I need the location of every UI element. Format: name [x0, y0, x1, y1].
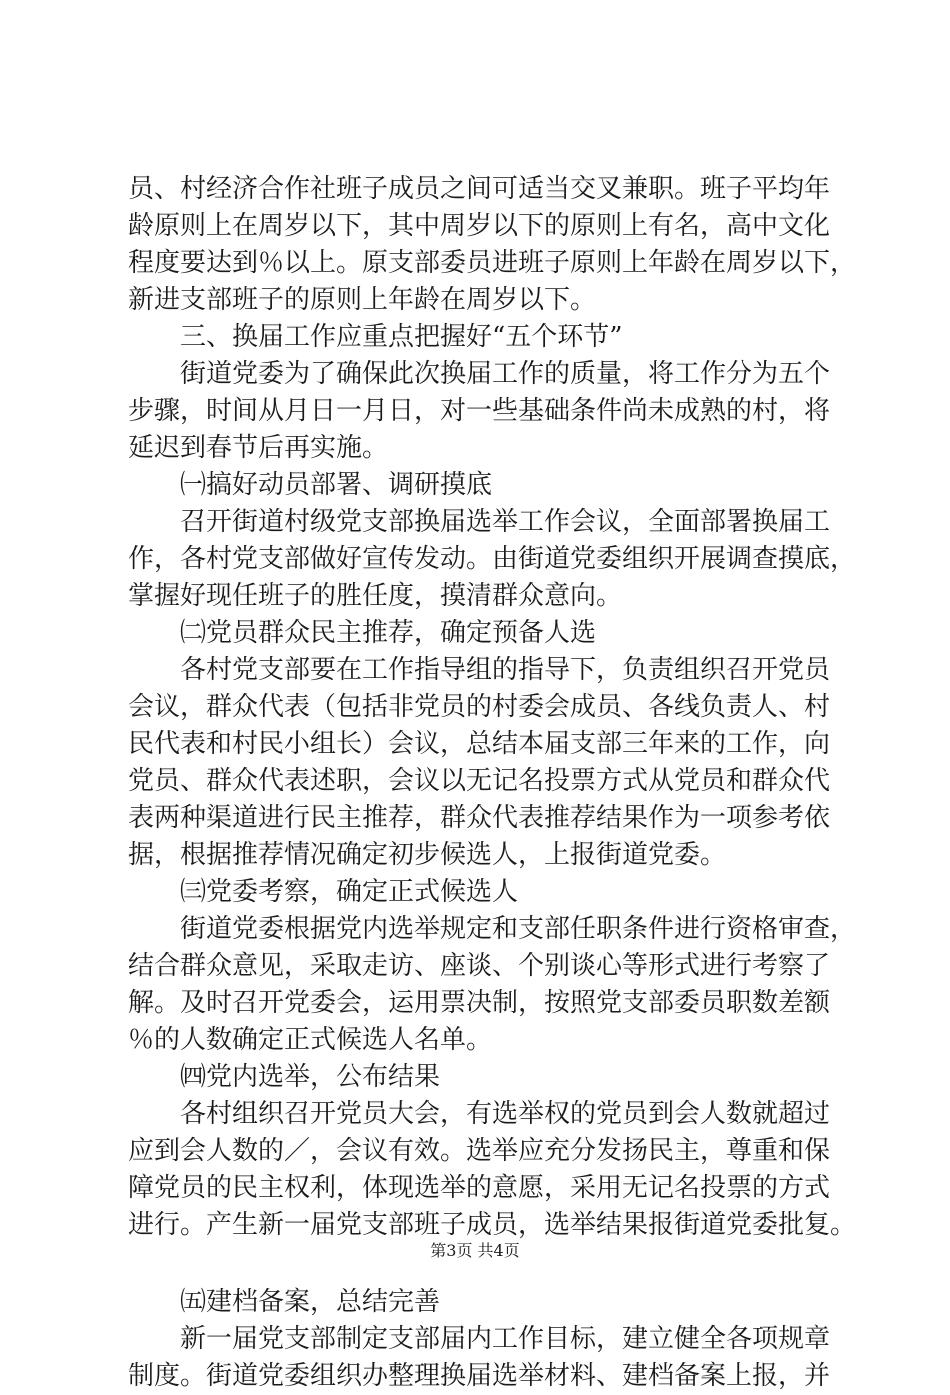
- text-line: 步骤，时间从月日一月日，对一些基础条件尚未成熟的村，将: [128, 396, 831, 426]
- paragraph: [128, 1096, 857, 1244]
- sub-heading: [128, 1284, 828, 1321]
- paragraph: [128, 652, 831, 874]
- heading-line: 三、换届工作应重点把握好“五个环节”: [180, 322, 623, 352]
- sub-heading: [128, 467, 828, 504]
- text-line: 程度要达到％以上。原支部委员进班子原则上年龄在周岁以下，: [128, 248, 857, 278]
- text-line: 延迟到春节后再实施。: [128, 433, 389, 463]
- text-line: 各村组织召开党员大会，有选举权的党员到会人数就超过: [180, 1099, 831, 1129]
- text-line: 街道党委为了确保此次换届工作的质量，将工作分为五个: [180, 359, 831, 389]
- sub-heading: [128, 615, 828, 652]
- text-line: 民代表和村民小组长）会议，总结本届支部三年来的工作，向: [128, 729, 831, 759]
- paragraph: [128, 911, 857, 1059]
- text-line: 结合群众意见，采取走访、座谈、个别谈心等形式进行考察了: [128, 951, 831, 981]
- text-line: 解。及时召开党委会，运用票决制，按照党支部委员职数差额: [128, 988, 831, 1018]
- text-line: 街道党委根据党内选举规定和支部任职条件进行资格审查，: [180, 914, 857, 944]
- text-line: 进行。产生新一届党支部班子成员，选举结果报街道党委批复。: [128, 1210, 857, 1240]
- text-line: 新进支部班子的原则上年龄在周岁以下。: [128, 285, 597, 315]
- paragraph: [128, 171, 857, 319]
- text-line: 龄原则上在周岁以下，其中周岁以下的原则上有名，高中文化: [128, 211, 831, 241]
- text-line: 障党员的民主权利，体现选举的意愿，采用无记名投票的方式: [128, 1173, 831, 1203]
- heading-line: ㈢党委考察，确定正式候选人: [180, 877, 519, 907]
- heading-line: ㈣党内选举，公布结果: [180, 1062, 441, 1092]
- text-line: 应到会人数的／，会议有效。选举应充分发扬民主，尊重和保: [128, 1136, 831, 1166]
- text-line: 会议，群众代表（包括非党员的村委会成员、各线负责人、村: [128, 692, 831, 722]
- text-line: 党员、群众代表述职，会议以无记名投票方式从党员和群众代: [128, 766, 831, 796]
- text-line: 表两种渠道进行民主推荐，群众代表推荐结果作为一项参考依: [128, 803, 831, 833]
- text-line: 召开街道村级党支部换届选举工作会议，全面部署换届工: [180, 507, 831, 537]
- heading-line: ㈠搞好动员部署、调研摸底: [180, 470, 493, 500]
- paragraph: [128, 504, 857, 615]
- heading-line: ㈡党员群众民主推荐，确定预备人选: [180, 618, 597, 648]
- heading-line: ㈤建档备案，总结完善: [180, 1287, 441, 1317]
- paragraph: [128, 356, 831, 467]
- page-footer: [0, 1240, 950, 1262]
- sub-heading: [128, 1059, 828, 1096]
- paragraph: [128, 1321, 831, 1395]
- text-line: 各村党支部要在工作指导组的指导下，负责组织召开党员: [180, 655, 831, 685]
- text-line: 据，根据推荐情况确定初步候选人，上报街道党委。: [128, 840, 727, 870]
- document-body: [128, 171, 857, 1395]
- page-number: 第3页 共4页: [430, 1241, 520, 1260]
- text-line: ％的人数确定正式候选人名单。: [128, 1025, 493, 1055]
- sub-heading: [128, 874, 828, 911]
- text-line: 掌握好现任班子的胜任度，摸清群众意向。: [128, 581, 623, 611]
- text-line: 作，各村党支部做好宣传发动。由街道党委组织开展调查摸底，: [128, 544, 857, 574]
- text-line: 新一届党支部制定支部届内工作目标，建立健全各项规章: [180, 1324, 831, 1354]
- text-line: 员、村经济合作社班子成员之间可适当交叉兼职。班子平均年: [128, 174, 831, 204]
- section-heading: [128, 319, 828, 356]
- text-line: 制度。街道党委组织办整理换届选举材料、建档备案上报，并: [128, 1361, 831, 1391]
